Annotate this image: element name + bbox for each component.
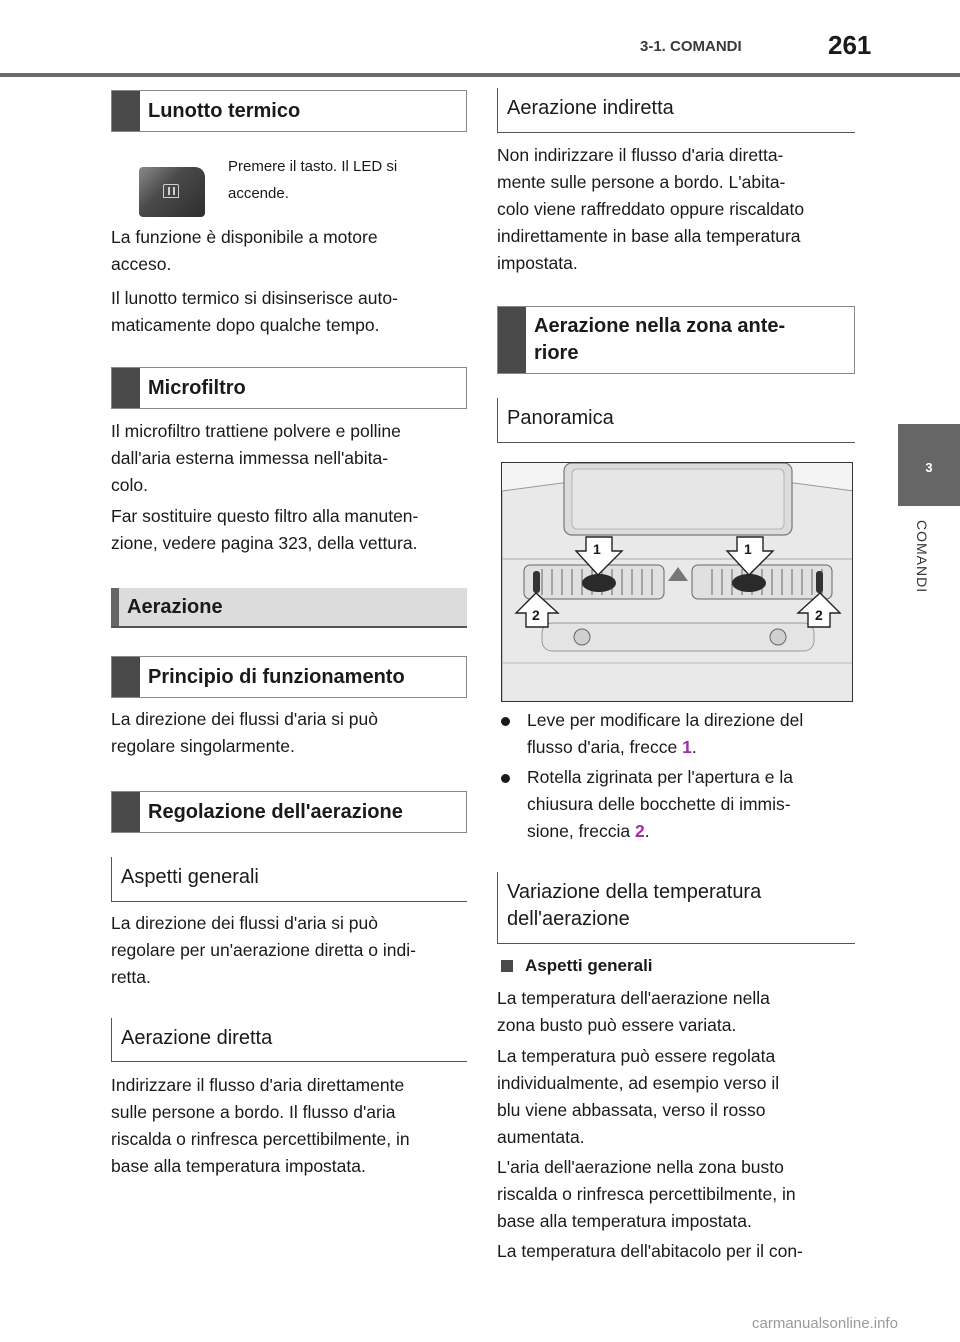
heading-lunotto-termico: Lunotto termico bbox=[111, 90, 467, 132]
heading-aerazione-diretta: Aerazione diretta bbox=[111, 1018, 467, 1062]
paragraph: mente sulle persone a bordo. L'abita- bbox=[497, 172, 786, 192]
paragraph: Il lunotto termico si disinserisce auto- bbox=[111, 288, 398, 308]
paragraph: retta. bbox=[111, 967, 151, 987]
paragraph: aumentata. bbox=[497, 1127, 585, 1147]
paragraph: Indirizzare il flusso d'aria direttamente bbox=[111, 1075, 405, 1095]
paragraph: impostata. bbox=[497, 253, 578, 273]
button-caption-line2: accende. bbox=[228, 185, 289, 202]
paragraph: sulle persone a bordo. Il flusso d'aria bbox=[111, 1102, 396, 1122]
figure-label-1-left: 1 bbox=[593, 541, 601, 557]
paragraph: blu viene abbassata, verso il rosso bbox=[497, 1100, 766, 1120]
chapter-tab bbox=[898, 424, 960, 506]
paragraph: base alla temperatura impostata. bbox=[111, 1156, 366, 1176]
heading-aerazione-indiretta: Aerazione indiretta bbox=[497, 88, 855, 133]
paragraph: maticamente dopo qualche tempo. bbox=[111, 315, 380, 335]
paragraph: La funzione è disponibile a motore bbox=[111, 227, 378, 247]
paragraph: riscalda o rinfresca percettibilmente, in bbox=[497, 1184, 796, 1204]
paragraph: La temperatura dell'aerazione nella bbox=[497, 988, 770, 1008]
paragraph: regolare singolarmente. bbox=[111, 736, 295, 756]
figure-label-1-right: 1 bbox=[744, 541, 752, 557]
paragraph: individualmente, ad esempio verso il bbox=[497, 1073, 780, 1093]
arrow-reference-2: 2 bbox=[634, 821, 645, 841]
heading-regolazione-aerazione: Regolazione dell'aerazione bbox=[111, 791, 467, 833]
paragraph: dall'aria esterna immessa nell'abita- bbox=[111, 448, 389, 468]
dashboard-vents-figure bbox=[501, 462, 853, 702]
section-title: 3-1. COMANDI bbox=[640, 38, 742, 55]
paragraph: colo. bbox=[111, 475, 148, 495]
heading-aerazione: Aerazione bbox=[111, 588, 467, 628]
figure-label-2-left: 2 bbox=[532, 607, 540, 623]
paragraph: zona busto può essere variata. bbox=[497, 1015, 737, 1035]
paragraph: Il microfiltro trattiene polvere e polline bbox=[111, 421, 401, 441]
chapter-label: COMANDI bbox=[914, 520, 930, 594]
paragraph: La temperatura dell'abitacolo per il con- bbox=[497, 1241, 803, 1261]
paragraph: La temperatura può essere regolata bbox=[497, 1046, 776, 1066]
paragraph: indirettamente in base alla temperatura bbox=[497, 226, 801, 246]
heading-aerazione-zona-anteriore: Aerazione nella zona ante- riore bbox=[497, 306, 855, 374]
figure-label-2-right: 2 bbox=[815, 607, 823, 623]
rear-window-defrost-button-icon bbox=[139, 167, 205, 217]
paragraph: base alla temperatura impostata. bbox=[497, 1211, 752, 1231]
paragraph: L'aria dell'aerazione nella zona busto bbox=[497, 1157, 784, 1177]
list-item: Rotella zigrinata per l'apertura e la chiusura delle bocchette di immis- sione, freccia 2. bbox=[501, 764, 855, 845]
list-item: Leve per modificare la direzione del flusso d'aria, frecce 1. bbox=[501, 707, 855, 761]
heading-microfiltro: Microfiltro bbox=[111, 367, 467, 409]
chapter-number: 3 bbox=[925, 460, 933, 475]
paragraph: Far sostituire questo filtro alla manuten- bbox=[111, 506, 419, 526]
square-bullet-icon bbox=[501, 960, 513, 972]
arrow-reference-1: 1 bbox=[682, 737, 692, 757]
page-number: 261 bbox=[828, 30, 872, 60]
paragraph: La direzione dei flussi d'aria si può bbox=[111, 709, 378, 729]
subheading-aspetti-generali: Aspetti generali bbox=[501, 956, 653, 976]
paragraph: regolare per un'aerazione diretta o indi- bbox=[111, 940, 416, 960]
watermark: carmanualsonline.info bbox=[752, 1315, 898, 1332]
heading-panoramica: Panoramica bbox=[497, 398, 855, 443]
defrost-glyph-icon bbox=[163, 184, 179, 198]
paragraph: La direzione dei flussi d'aria si può bbox=[111, 913, 378, 933]
paragraph: acceso. bbox=[111, 254, 172, 274]
heading-principio-di-funzionamento: Principio di funzionamento bbox=[111, 656, 467, 698]
paragraph: zione, vedere pagina 323, della vettura. bbox=[111, 533, 418, 553]
heading-variazione-temperatura: Variazione della temperatura dell'aerazione bbox=[497, 872, 855, 944]
paragraph: Non indirizzare il flusso d'aria diretta- bbox=[497, 145, 784, 165]
paragraph: colo viene raffreddato oppure riscaldato bbox=[497, 199, 805, 219]
button-caption-line1: Premere il tasto. Il LED si bbox=[228, 158, 398, 175]
dashboard-vents-illustration bbox=[502, 463, 853, 702]
header-rule bbox=[0, 73, 960, 77]
paragraph: riscalda o rinfresca percettibilmente, in bbox=[111, 1129, 410, 1149]
heading-aspetti-generali: Aspetti generali bbox=[111, 857, 467, 902]
